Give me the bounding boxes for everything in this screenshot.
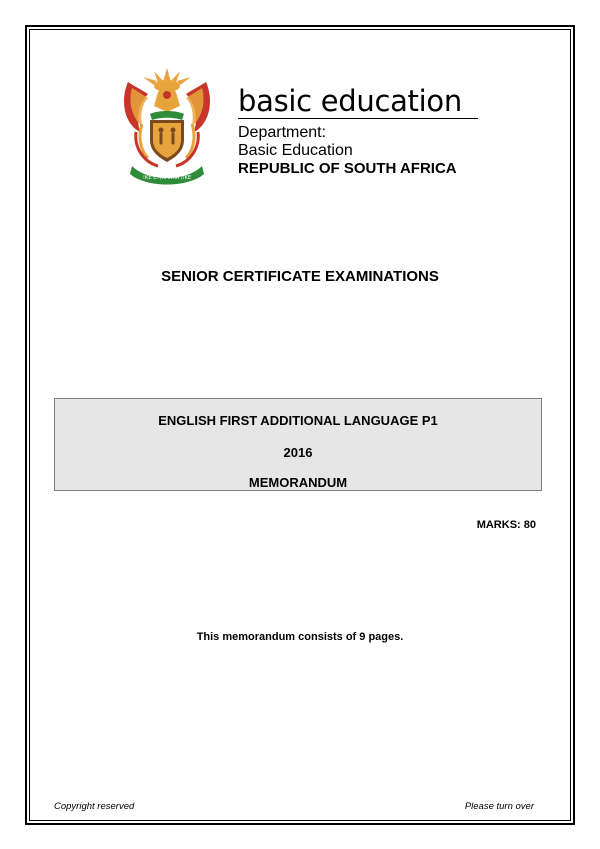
subject-name: ENGLISH FIRST ADDITIONAL LANGUAGE P1	[158, 413, 438, 428]
brand-title: basic education	[238, 84, 462, 118]
department-label: Department:	[238, 124, 327, 141]
footer-copyright: Copyright reserved	[54, 801, 135, 812]
footer-turn-over: Please turn over	[464, 801, 534, 812]
department-name: Basic Education	[238, 142, 353, 159]
total-marks: MARKS: 80	[476, 519, 536, 531]
country-name: REPUBLIC OF SOUTH AFRICA	[238, 160, 457, 177]
subject-box	[54, 398, 542, 491]
department-branding	[238, 84, 478, 178]
exam-title: SENIOR CERTIFICATE EXAMINATIONS	[161, 268, 439, 285]
crest-motto: !KE E: /XARRA //KE	[142, 175, 192, 181]
page-count-note: This memorandum consists of 9 pages.	[196, 631, 404, 643]
exam-year: 2016	[283, 445, 313, 460]
coat-of-arms-icon	[118, 62, 216, 186]
brand-underline	[238, 118, 478, 119]
document-type: MEMORANDUM	[248, 475, 348, 490]
